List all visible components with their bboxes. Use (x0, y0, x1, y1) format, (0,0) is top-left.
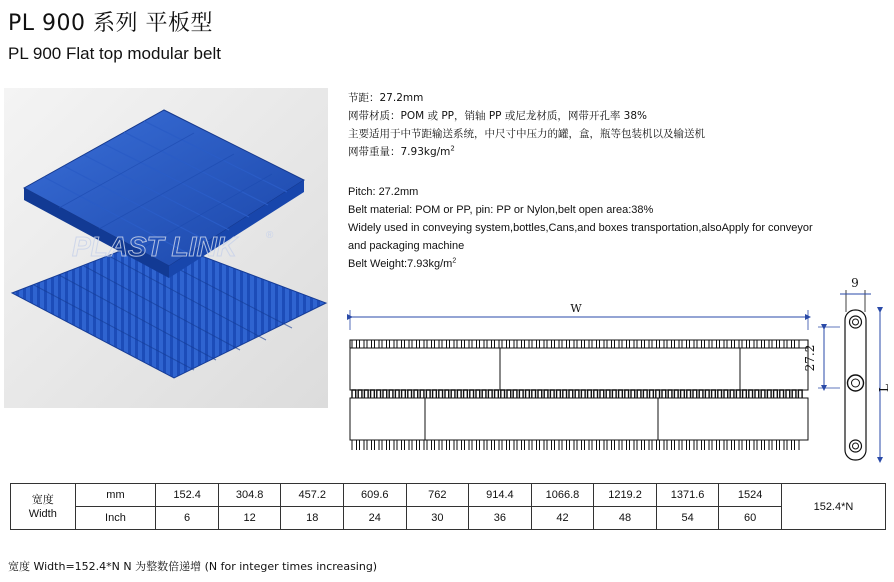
page-title-cn: PL 900 系列 平板型 (8, 11, 213, 36)
mm-value: 304.8 (218, 484, 281, 507)
spec-pitch-cn: 节距：27.2mm (348, 92, 424, 104)
mm-value: 1219.2 (594, 484, 657, 507)
page-title-en: PL 900 Flat top modular belt (8, 44, 221, 63)
mm-value: 1066.8 (531, 484, 594, 507)
unit-inch-label: Inch (75, 507, 156, 530)
belt-photo (4, 88, 328, 408)
length-dimension-label: L (877, 384, 891, 392)
spec-usage-en-1: Widely used in conveying system,bottles,Cans,and boxes transportation,alsoApply for conveyor (348, 222, 813, 234)
inch-value: 24 (344, 507, 407, 530)
specs-english (348, 183, 894, 273)
inch-value: 60 (719, 507, 782, 530)
spec-weight-cn (348, 143, 705, 161)
registered-mark: ® (266, 230, 274, 241)
table-row-inch (11, 507, 886, 530)
mm-value: 609.6 (344, 484, 407, 507)
spec-usage-en-2: and packaging machine (348, 240, 465, 252)
spec-weight-cn-text: 网带重量：7.93kg/m (348, 146, 451, 158)
pitch-dimension-label: 27.2 (803, 344, 817, 372)
inch-value: 30 (406, 507, 469, 530)
inch-value: 48 (594, 507, 657, 530)
width-label-cn: 宽度 (31, 493, 54, 506)
inch-value: 54 (656, 507, 719, 530)
spec-weight-en-text: Belt Weight:7.93kg/m (348, 258, 453, 270)
width-label-en: Width (28, 507, 57, 520)
mm-value: 762 (406, 484, 469, 507)
teeth-bot-path (352, 440, 799, 450)
specs-chinese (348, 89, 705, 161)
inch-value: 18 (281, 507, 344, 530)
technical-drawing (340, 270, 894, 470)
thickness-dimension-label: 9 (851, 276, 859, 290)
inch-value: 42 (531, 507, 594, 530)
table-row-mm (11, 484, 886, 507)
mm-value: 1371.6 (656, 484, 719, 507)
spec-weight-cn-sup: 2 (450, 144, 455, 153)
module-row-1 (350, 348, 808, 390)
side-profile (840, 276, 891, 460)
spec-weight-en-sup: 2 (452, 257, 457, 265)
inch-value: 12 (218, 507, 281, 530)
spec-usage-cn: 主要适用于中节距输送系统，中尺寸中压力的罐，盒，瓶等包装机以及输送机 (348, 128, 705, 140)
mm-value: 457.2 (281, 484, 344, 507)
mm-value: 914.4 (469, 484, 532, 507)
width-footnote: 宽度 Width=152.4*N N 为整数倍递增 (N for integer times increasing) (8, 560, 378, 573)
width-dimension-label: W (570, 302, 582, 315)
spec-material-en: Belt material: POM or PP, pin: PP or Nylon,belt open area:38% (348, 204, 654, 216)
belt-schematic (340, 270, 894, 470)
spec-pitch-en: Pitch: 27.2mm (348, 186, 419, 198)
width-row-label (11, 484, 76, 530)
teeth-top-path (352, 340, 799, 348)
mm-value: 152.4 (156, 484, 219, 507)
unit-mm-label: mm (75, 484, 156, 507)
width-formula: 152.4*N (781, 484, 885, 530)
belt-illustration (4, 88, 328, 408)
module-row-2 (350, 398, 808, 440)
spec-material-cn: 网带材质：POM 或 PP，销轴 PP 或尼龙材质，网带开孔率 38% (348, 110, 648, 122)
watermark-text: PLAST LINK (72, 231, 237, 262)
teeth-mid-path (352, 390, 802, 398)
mm-value: 1524 (719, 484, 782, 507)
inch-value: 36 (469, 507, 532, 530)
width-table (10, 483, 886, 530)
inch-value: 6 (156, 507, 219, 530)
